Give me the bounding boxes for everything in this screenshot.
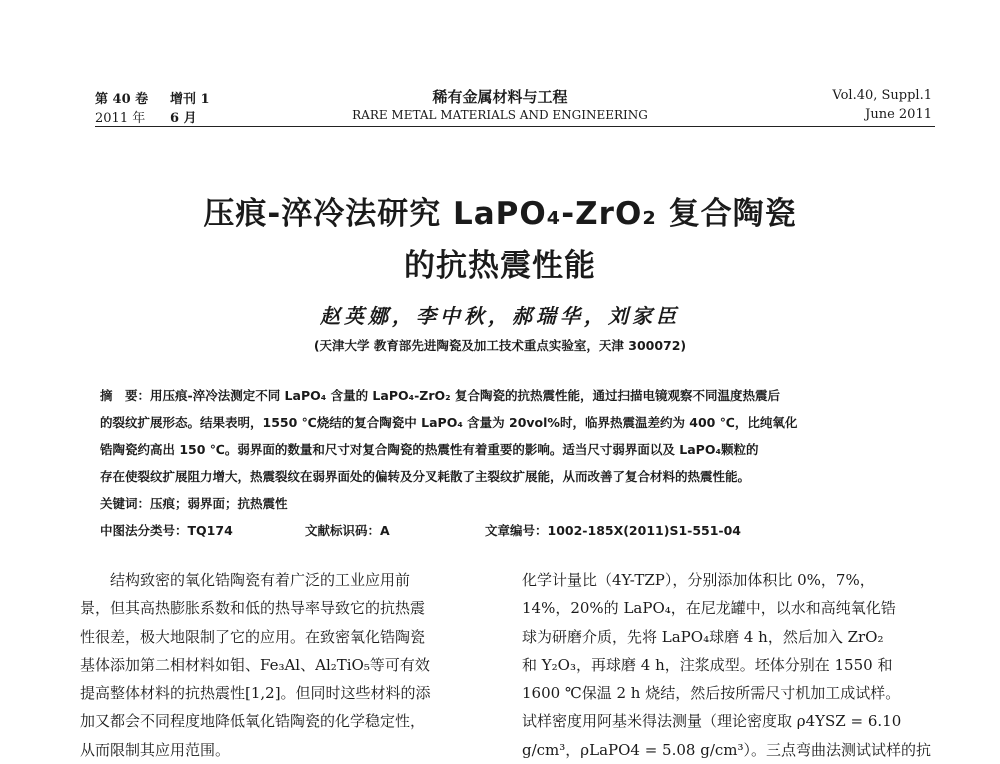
article-number-label: 文章编号：	[485, 523, 548, 538]
abstract-text-2: 的裂纹扩展形态。结果表明，1550 ℃烧结的复合陶瓷中 LaPO₄ 含量为 20vol%时，临界热震温差约为 400 ℃，比纯氧化	[100, 415, 798, 430]
journal-title-en: RARE METAL MATERIALS AND ENGINEERING	[352, 108, 648, 122]
article-number: 1002-185X(2011)S1-551-04	[547, 523, 742, 538]
keywords-label: 关键词：	[100, 496, 151, 511]
month-label: 6 月	[170, 111, 197, 126]
classification-line	[100, 521, 920, 539]
year-label: 2011 年	[95, 111, 146, 126]
abstract-label: 摘 要：	[100, 388, 151, 403]
doc-code-label: 文献标识码：	[305, 523, 381, 538]
date-en: June 2011	[865, 107, 932, 122]
affiliation: (天津大学 教育部先进陶瓷及加工技术重点实验室，天津 300072)	[313, 338, 687, 353]
abstract-line-1	[100, 386, 920, 404]
body-right-line: 化学计量比（4Y-TZP），分别添加体积比 0%，7%，	[522, 571, 875, 589]
clc-code: TQ174	[187, 523, 233, 538]
body-right-line: 14%，20%的 LaPO₄，在尼龙罐中，以水和高纯氧化锆	[522, 599, 896, 618]
paper-title-line2: 的抗热震性能	[404, 248, 596, 284]
body-left-line: 景，但其高热膨胀系数和低的热导率导致它的抗热震	[80, 599, 426, 618]
body-left-line: 结构致密的氧化锆陶瓷有着广泛的工业应用前	[80, 571, 411, 589]
volume-en: Vol.40, Suppl.1	[832, 88, 932, 103]
supplement-label: 增刊 1	[170, 92, 210, 107]
abstract-text-1: 用压痕-淬冷法测定不同 LaPO₄ 含量的 LaPO₄-ZrO₂ 复合陶瓷的抗热震性能，通过扫描电镜观察不同温度热震后	[150, 388, 780, 403]
body-left-line: 从而限制其应用范围。	[80, 740, 231, 759]
doc-code-group	[305, 521, 390, 539]
body-right-line: g/cm³，ρLaPO4 = 5.08 g/cm³）。三点弯曲法测试试样的抗	[522, 740, 932, 759]
abstract-text-3: 锆陶瓷约高出 150 ℃。弱界面的数量和尺寸对复合陶瓷的热震性有着重要的影响。适当尺寸弱界面以及 LaPO₄颗粒的	[100, 442, 759, 457]
volume-label: 第 40 卷	[95, 92, 149, 107]
body-right-line: 和 Y₂O₃，再球磨 4 h，注浆成型。坯体分别在 1550 和	[522, 655, 893, 674]
keywords: 压痕；弱界面；抗热震性	[150, 496, 288, 511]
header-rule	[95, 126, 935, 127]
body-left-line: 提高整体材料的抗热震性[1,2]。但同时这些材料的添	[80, 684, 431, 703]
body-right-line: 球为研磨介质，先将 LaPO₄球磨 4 h，然后加入 ZrO₂	[522, 627, 884, 646]
body-column-left	[80, 566, 510, 764]
body-column-right	[522, 566, 942, 764]
clc-label: 中图法分类号：	[100, 523, 188, 538]
body-left-line: 加又都会不同程度地降低氧化锆陶瓷的化学稳定性，	[80, 712, 426, 731]
body-left-line: 基体添加第二相材料如钼、Fe₃Al、Al₂TiO₅等可有效	[80, 655, 430, 674]
paper-title-line1: 压痕-淬冷法研究 LaPO₄-ZrO₂ 复合陶瓷	[203, 196, 797, 232]
author-list: 赵英娜，李中秋，郝瑞华，刘家臣	[320, 304, 680, 328]
article-number-group	[485, 521, 741, 539]
journal-title-cn: 稀有金属材料与工程	[432, 88, 568, 106]
keywords-line	[100, 494, 920, 512]
body-left-line: 性很差，极大地限制了它的应用。在致密氧化锆陶瓷	[80, 627, 426, 646]
body-right-line: 1600 ℃保温 2 h 烧结，然后按所需尺寸机加工成试样。	[522, 684, 901, 703]
doc-code: A	[380, 523, 390, 538]
body-right-line: 试样密度用阿基米得法测量（理论密度取 ρ4YSZ = 6.10	[522, 712, 902, 731]
abstract-text-4: 存在使裂纹扩展阻力增大，热震裂纹在弱界面处的偏转及分叉耗散了主裂纹扩展能，从而改善了复合材料的热震性能。	[100, 469, 751, 484]
